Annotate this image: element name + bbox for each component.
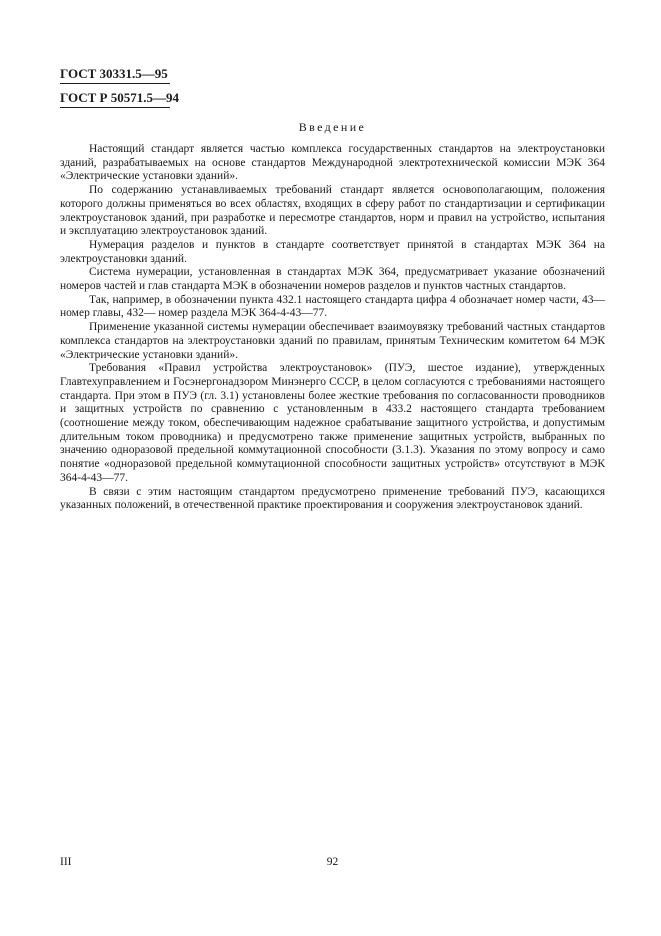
page-number: 92 <box>326 856 339 868</box>
paragraph: Требования «Правил устройства электроустановок» (ПУЭ, шестое издание), утвержденных Главтехуправлением и Госэнергонадзором Минэнерго СССР, в целом согласуются с требованиями настоящего стандарта. При этом в ПУЭ (гл. 3.1) установлены более жесткие требования по согласованности проводников и защитных устройств по сравнению с установленным в 433.2 настоящего стандарта требованием (соотношение между током, обеспечивающим надежное срабатывание защитного устройства, и допустимым длительным током проводника) и предусмотрено также применение защитных устройств, выбранных по значению одноразовой предельной коммутационной способности (3.1.3). Указания по этому вопросу и само понятие «одноразовой предельной коммутационной способности защитных устройств» отсутствуют в МЭК 364-4-43—77. <box>60 362 605 484</box>
body-text <box>60 143 605 513</box>
section-title: Введение <box>298 120 367 134</box>
standard-designation-gost-r: ГОСТ Р 50571.5—94 <box>60 90 170 108</box>
paragraph: В связи с этим настоящим стандартом предусмотрено применение требований ПУЭ, касающихся указанных положений, в отечественной практике проектирования и сооружения электроустановок зданий. <box>60 485 605 512</box>
footer-section-numeral: III <box>60 856 72 868</box>
paragraph: Так, например, в обозначении пункта 432.1 настоящего стандарта цифра 4 обозначает номер части, 43— номер главы, 432— номер раздела МЭК 364-4-43—77. <box>60 293 605 320</box>
standard-designation-gost: ГОСТ 30331.5—95 <box>60 66 170 84</box>
paragraph: Система нумерации, установленная в стандартах МЭК 364, предусматривает указание обозначений номеров частей и глав стандарта МЭК в обозначении номеров разделов и пунктов частных стандартов. <box>60 266 605 293</box>
paragraph: Настоящий стандарт является частью комплекса государственных стандартов на электроустановки зданий, разрабатываемых на основе стандартов Международной электротехнической комиссии МЭК 364 «Электрические установки зданий». <box>60 143 605 183</box>
paragraph: Нумерация разделов и пунктов в стандарте соответствует принятой в стандартах МЭК 364 на электроустановки зданий. <box>60 238 605 265</box>
paragraph: Применение указанной системы нумерации обеспечивает взаимоувязку требований частных стандартов комплекса стандартов на электроустановки зданий по правилам, принятым Техническим комитетом 64 МЭК «Электрические установки зданий». <box>60 321 605 361</box>
paragraph: По содержанию устанавливаемых требований стандарт является основополагающим, положения которого должны применяться во всех областях, входящих в сферу работ по стандартизации и сертификации электроустановок зданий, при разработке и пересмотре стандартов, норм и правил на устройство, испытания и эксплуатацию электроустановок зданий. <box>60 184 605 238</box>
document-header <box>60 66 179 108</box>
